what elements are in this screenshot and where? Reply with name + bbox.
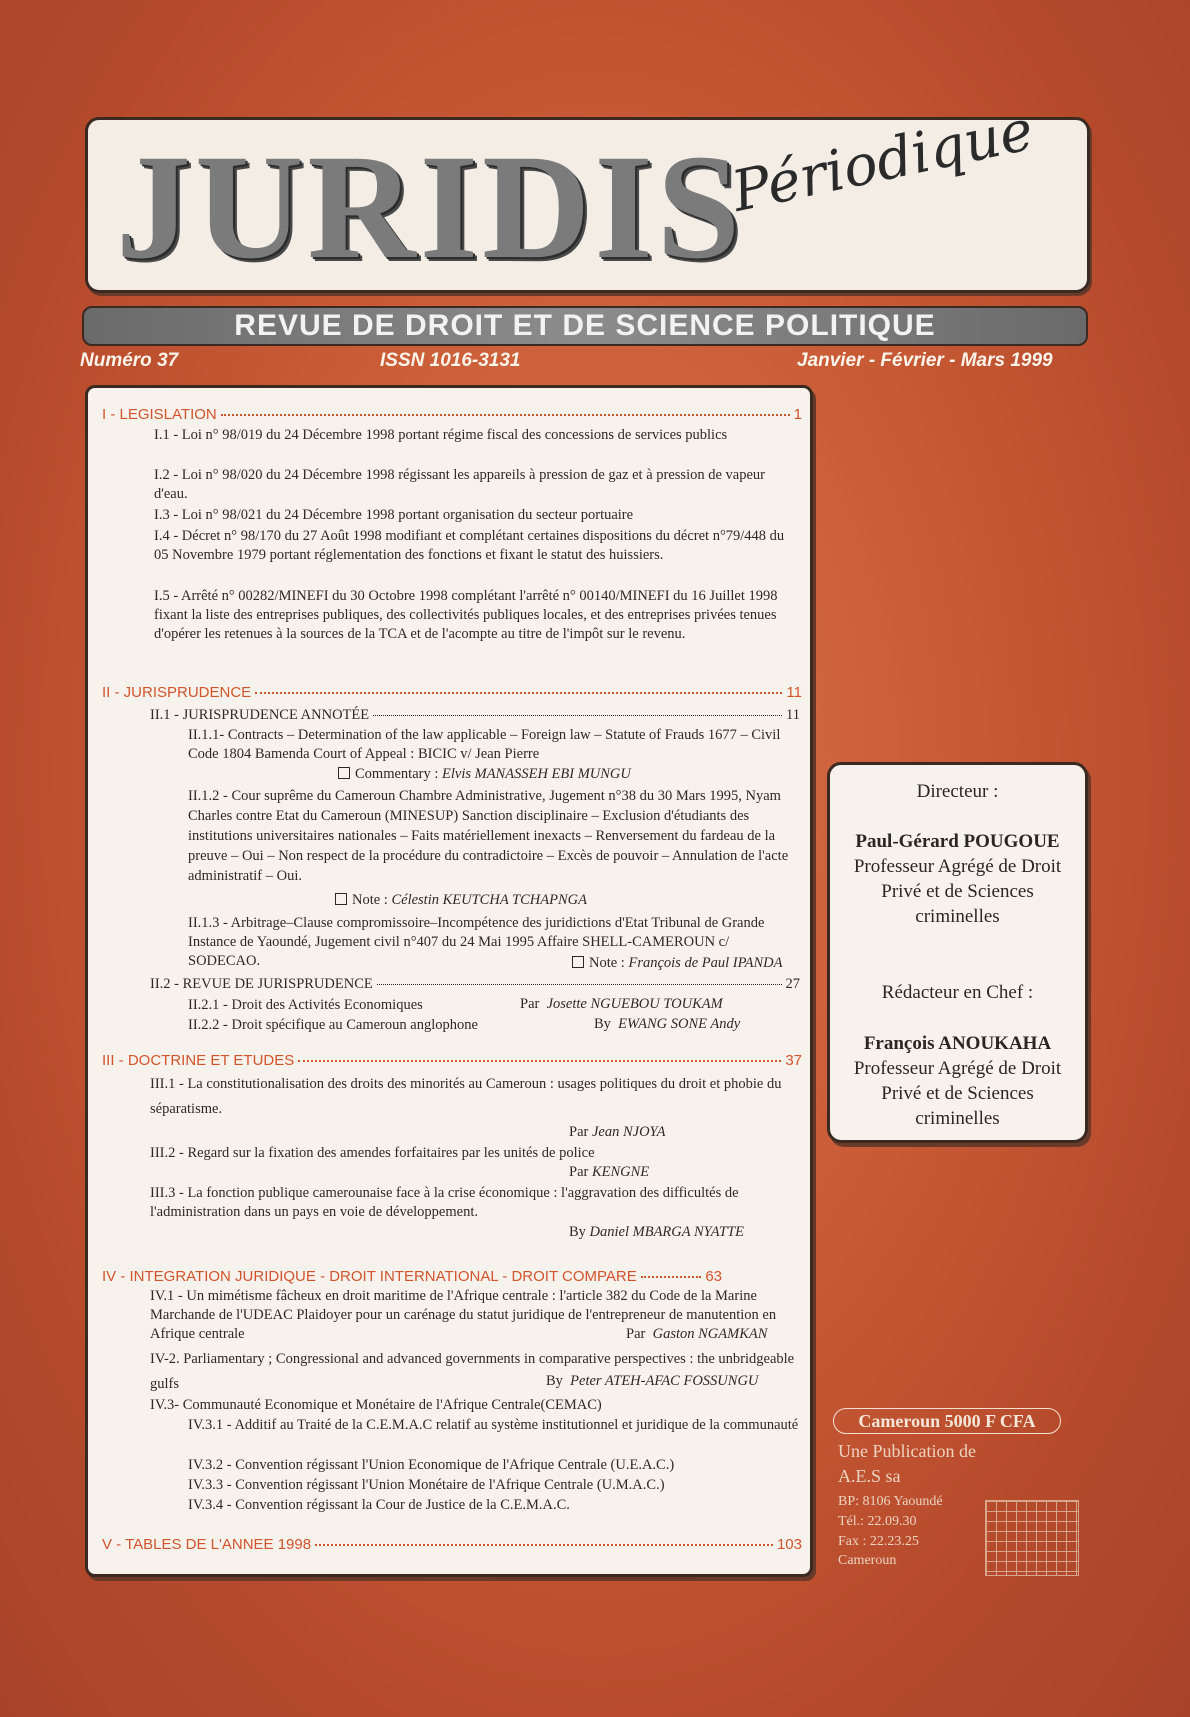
- editor-title: Privé et de Sciences: [881, 1083, 1034, 1104]
- section-heading: II - JURISPRUDENCE 11: [102, 684, 802, 701]
- publisher-phone: Tél.: 22.09.30: [838, 1514, 917, 1529]
- journal-logo-script: Périodique: [726, 97, 1039, 225]
- toc-item: III.3 - La fonction publique camerounaise face à la crise économique : l'aggravation des difficultés de l'administration dans un pays en voie de développement.: [150, 1185, 739, 1220]
- toc-author: By Peter ATEH-AFAC FOSSUNGU: [546, 1373, 759, 1389]
- toc-item: II.2.2 - Droit spécifique au Cameroun anglophone: [188, 1017, 478, 1033]
- journal-logo: JURIDIS: [116, 124, 745, 290]
- issn: ISSN 1016-3131: [380, 350, 521, 371]
- director-name: Paul-Gérard POUGOUE: [855, 831, 1060, 852]
- issue-date: Janvier - Février - Mars 1999: [797, 350, 1053, 371]
- editor-label: Rédacteur en Chef :: [881, 982, 1034, 1003]
- toc-item: IV.3- Communauté Economique et Monétaire de l'Afrique Centrale(CEMAC): [150, 1397, 602, 1413]
- toc-author: Par Josette NGUEBOU TOUKAM: [520, 996, 723, 1012]
- toc-item: II.1 - JURISPRUDENCE ANNOTÉE 11: [150, 707, 800, 723]
- toc-item: II.1.2 - Cour suprême du Cameroun Chambre Administrative, Jugement n°38 du 30 Mars 1995, Nyam Charles contre Etat du Cameroun (MINESUP) Sanction disciplinaire – Exclusion d'étudiants des institutions universitaires nationales – Faits matériellement inexacts – Renversement du fardeau de la preuve – Oui – Non respect de la procédure du contradictoire – Excès de pouvoir – Annulation de l'acte administratif – Oui.: [188, 788, 789, 884]
- toc-item: III.1 - La constitutionalisation des droits des minorités au Cameroun : usages politiques du droit et phobie du séparatisme.: [150, 1076, 782, 1117]
- publisher-name: A.E.S sa: [838, 1466, 901, 1486]
- toc-item: IV.3.4 - Convention régissant la Cour de Justice de la C.E.M.A.C.: [188, 1497, 570, 1513]
- publisher-line: Une Publication de: [838, 1441, 976, 1461]
- toc-note: Note : Célestin KEUTCHA TCHAPNGA: [335, 892, 587, 909]
- toc-author: By EWANG SONE Andy: [594, 1016, 741, 1032]
- section-heading: I - LEGISLATION 1: [102, 406, 802, 423]
- toc-item: III.2 - Regard sur la fixation des amendes forfaitaires par les unités de police: [150, 1145, 595, 1161]
- toc-item: II.2 - REVUE DE JURISPRUDENCE 27: [150, 976, 800, 992]
- toc-item: I.3 - Loi n° 98/021 du 24 Décembre 1998 portant organisation du secteur portuaire: [154, 507, 634, 523]
- section-heading: III - DOCTRINE ET ETUDES 37: [102, 1052, 802, 1069]
- director-title: criminelles: [915, 906, 1000, 927]
- publisher-address: BP: 8106 Yaoundé: [838, 1494, 943, 1509]
- editorial-box: [827, 762, 1088, 1143]
- publisher-logo-icon: [985, 1500, 1079, 1576]
- director-label: Directeur :: [916, 781, 999, 802]
- toc-author: By Daniel MBARGA NYATTE: [569, 1224, 745, 1240]
- issue-number: Numéro 37: [80, 350, 179, 371]
- toc-author: Par Gaston NGAMKAN: [626, 1326, 768, 1342]
- toc-item: I.2 - Loi n° 98/020 du 24 Décembre 1998 régissant les appareils à pression de gaz et à pression de vapeur d'eau.: [154, 467, 765, 502]
- toc-item: IV.3.1 - Additif au Traité de la C.E.M.A.C relatif au système institutionnel et juridique de la communauté: [188, 1417, 799, 1433]
- table-of-contents: [85, 385, 813, 1577]
- director-title: Privé et de Sciences: [881, 881, 1034, 902]
- toc-author: Par Jean NJOYA: [569, 1124, 666, 1140]
- toc-item: II.1.3 - Arbitrage–Clause compromissoire–Incompétence des juridictions d'Etat Tribunal de Grande Instance de Yaoundé, Jugement civil n°407 du 24 Mai 1995 Affaire SHELL-CAMEROUN c/ SODECAO.: [188, 915, 765, 969]
- toc-item: II.2.1 - Droit des Activités Economiques: [188, 997, 423, 1013]
- toc-note: Note : François de Paul IPANDA: [572, 955, 782, 972]
- toc-item: II.1.1- Contracts – Determination of the law applicable – Foreign law – Statute of Frauds 1677 – Civil Code 1804 Bamenda Court of Appeal : BICIC v/ Jean Pierre: [188, 727, 781, 762]
- toc-item: IV.1 - Un mimétisme fâcheux en droit maritime de l'Afrique centrale : l'article 382 du Code de la Marine Marchande de l'UDEAC Plaidoyer pour un carénage du statut juridique de l'entrepreneur de manutention en Afrique centrale: [150, 1288, 777, 1342]
- toc-note: Commentary : Elvis MANASSEH EBI MUNGU: [338, 766, 631, 783]
- toc-author: Par KENGNE: [569, 1164, 650, 1180]
- toc-item: I.5 - Arrêté n° 00282/MINEFI du 30 Octobre 1998 complétant l'arrêté n° 00140/MINEFI du 16 Juillet 1998 fixant la liste des entreprises publiques, des collectivités publiques locales, et des entreprises privées tenues d'opérer les retenues à la sources de la TCA et de l'acompte au titre de l'impôt sur le revenu.: [154, 588, 778, 642]
- toc-item: I.4 - Décret n° 98/170 du 27 Août 1998 modifiant et complétant certaines dispositions du décret n°79/448 du 05 Novembre 1979 portant réglementation des fonctions et fixant le statut des huissiers.: [154, 528, 785, 563]
- director-title: Professeur Agrégé de Droit: [853, 856, 1062, 877]
- section-heading: V - TABLES DE L'ANNEE 1998 103: [102, 1536, 802, 1553]
- publisher-fax: Fax : 22.23.25: [838, 1534, 919, 1549]
- section-heading: IV - INTEGRATION JURIDIQUE - DROIT INTERNATIONAL - DROIT COMPARE 63: [102, 1268, 722, 1285]
- toc-item: IV.3.3 - Convention régissant l'Union Monétaire de l'Afrique Centrale (U.M.A.C.): [188, 1477, 665, 1493]
- journal-subtitle: REVUE DE DROIT ET DE SCIENCE POLITIQUE: [82, 306, 1088, 346]
- editor-name: François ANOUKAHA: [863, 1033, 1052, 1054]
- editor-title: Professeur Agrégé de Droit: [853, 1058, 1062, 1079]
- price-badge: Cameroun 5000 F CFA: [833, 1408, 1061, 1434]
- publisher-country: Cameroun: [838, 1553, 897, 1568]
- masthead: [85, 97, 1090, 293]
- toc-item: IV.3.2 - Convention régissant l'Union Economique de l'Afrique Centrale (U.E.A.C.): [188, 1457, 675, 1473]
- toc-item: I.1 - Loi n° 98/019 du 24 Décembre 1998 portant régime fiscal des concessions de services publics: [154, 427, 728, 443]
- editor-title: criminelles: [915, 1108, 1000, 1129]
- toc-item: IV-2. Parliamentary ; Congressional and advanced governments in comparative perspectives : the unbridgeable gulfs: [150, 1351, 795, 1392]
